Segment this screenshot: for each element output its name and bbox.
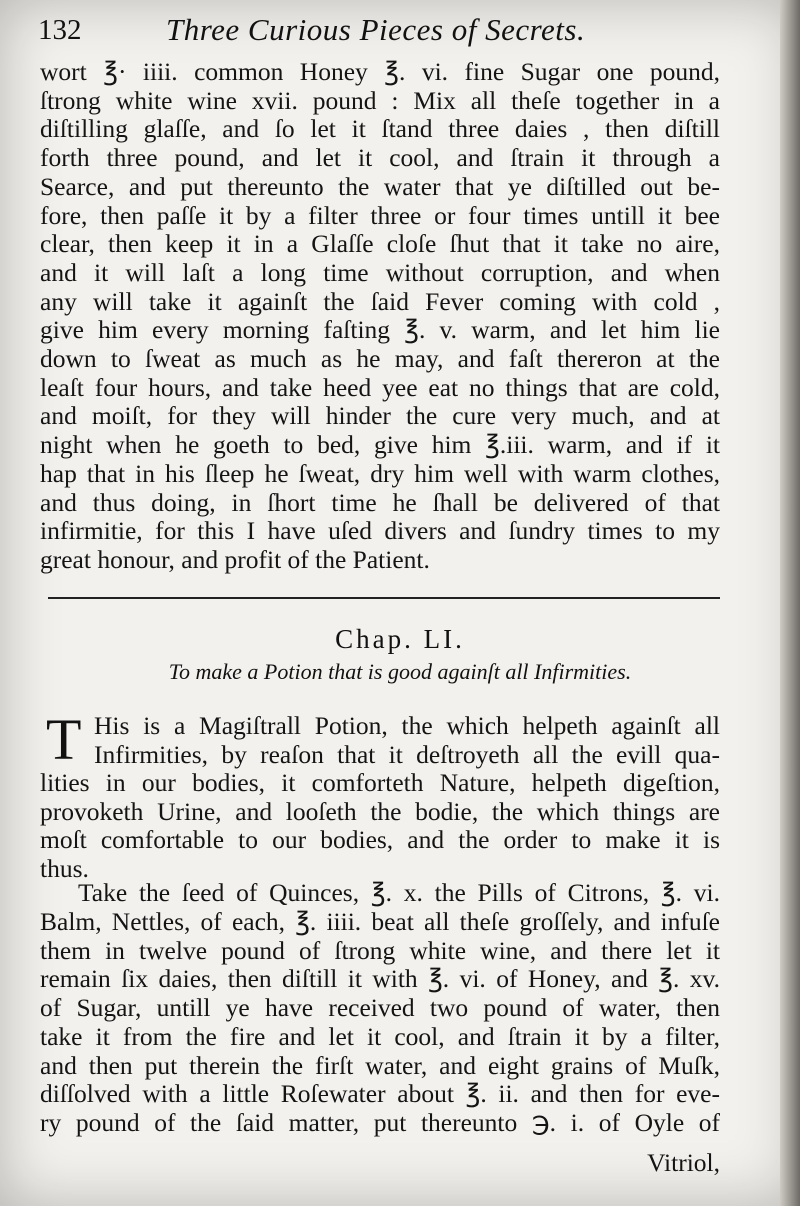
text-line: down to ſweat as much as he may, and faſt thereron at the xyxy=(40,344,720,374)
paragraph-2-opening xyxy=(78,879,720,908)
chapter-title: Chap. LI. xyxy=(335,624,465,654)
text-line: lities in our bodies, it comforteth Nature, helpeth digeſtion, xyxy=(40,768,720,797)
page-header xyxy=(38,10,730,52)
text-line: and thus doing, in ſhort time he ſhall be delivered of that xyxy=(40,487,720,517)
text-line: infirmitie, for this I have uſed divers and ſundry times to my xyxy=(40,516,720,546)
chapter-subtitle: To make a Potion that is good againſt all Infirmities. xyxy=(168,659,632,684)
page-number: 132 xyxy=(38,14,82,46)
text-line: hap that in his ſleep he ſweat, dry him well with warm clothes, xyxy=(40,458,720,488)
text-line: fore, then paſſe it by a filter three or four times untill it bee xyxy=(40,200,720,230)
text-line: give him every morning faſting ℥. v. warm, and let him lie xyxy=(40,315,720,345)
drop-cap-initial: T xyxy=(46,707,82,772)
text-line: of Sugar, untill ye have received two pound of water, then xyxy=(40,993,720,1023)
text-line: take it from the fire and let it cool, and ſtrain it by a filter, xyxy=(40,1021,720,1051)
catchword: Vitriol, xyxy=(647,1148,720,1177)
text-line: and it will laſt a long time without corruption, and when xyxy=(40,257,720,287)
text-line: and moiſt, for they will hinder the cure very much, and at xyxy=(40,401,720,431)
text-line: forth three pound, and let it cool, and ſtrain it through a xyxy=(40,143,720,173)
text-line: great honour, and profit of the Patient. xyxy=(40,544,430,574)
text-line: ſtrong white wine xvii. pound : Mix all theſe together in a xyxy=(40,85,720,115)
continued-text-block xyxy=(40,58,720,575)
paragraph-1-opening xyxy=(94,712,720,769)
text-line: Take the ſeed of Quinces, ℥. x. the Pills of Citrons, ℥. vi. xyxy=(78,878,720,907)
running-head: Three Curious Pieces of Secrets. xyxy=(166,12,586,47)
text-line: leaſt four hours, and take heed yee eat no things that are cold, xyxy=(40,372,720,402)
text-line: clear, then keep it in a Glaſſe cloſe ſhut that it take no aire, xyxy=(40,229,720,259)
text-line: Balm, Nettles, of each, ℥. iiii. beat all theſe groſſely, and infuſe xyxy=(40,907,720,936)
text-line: and then put therein the firſt water, and eight grains of Muſk, xyxy=(40,1050,720,1080)
text-line: wort ℥· iiii. common Honey ℥. vi. fine Sugar one pound, xyxy=(40,57,720,86)
text-line: diſtilling glaſſe, and ſo let it ſtand three daies , then diſtill xyxy=(40,114,720,144)
text-line: His is a Magiſtrall Potion, the which helpeth againſt all xyxy=(94,711,720,740)
text-line: any will take it againſt the ſaid Fever coming with cold , xyxy=(40,286,720,316)
text-line: Searce, and put thereunto the water that ye diſtilled out be- xyxy=(40,171,720,201)
text-line: Infirmities, by reaſon that it deſtroyeth all the evill qua- xyxy=(94,739,720,769)
text-line: them in twelve pound of ſtrong white wine, and there let it xyxy=(40,935,720,965)
text-line: ry pound of the ſaid matter, put thereunto ℈. i. of Oyle of xyxy=(40,1107,720,1137)
text-line: diſſolved with a little Roſewater about ℥. ii. and then for eve- xyxy=(40,1079,720,1109)
text-line: remain ſix daies, then diſtill it with ℥. vi. of Honey, and ℥. xv. xyxy=(40,964,720,994)
page-gutter-shadow xyxy=(780,0,800,1206)
section-divider xyxy=(48,597,720,599)
text-line: moſt comfortable to our bodies, and the order to make it is xyxy=(40,825,720,855)
text-line: thus. xyxy=(40,854,89,884)
paragraph-1-body xyxy=(40,769,720,884)
paragraph-2-body xyxy=(40,908,720,1138)
text-line: provoketh Urine, and looſeth the bodie, the which things are xyxy=(40,796,720,826)
text-line: night when he goeth to bed, give him ℥.iii. warm, and if it xyxy=(40,430,720,460)
